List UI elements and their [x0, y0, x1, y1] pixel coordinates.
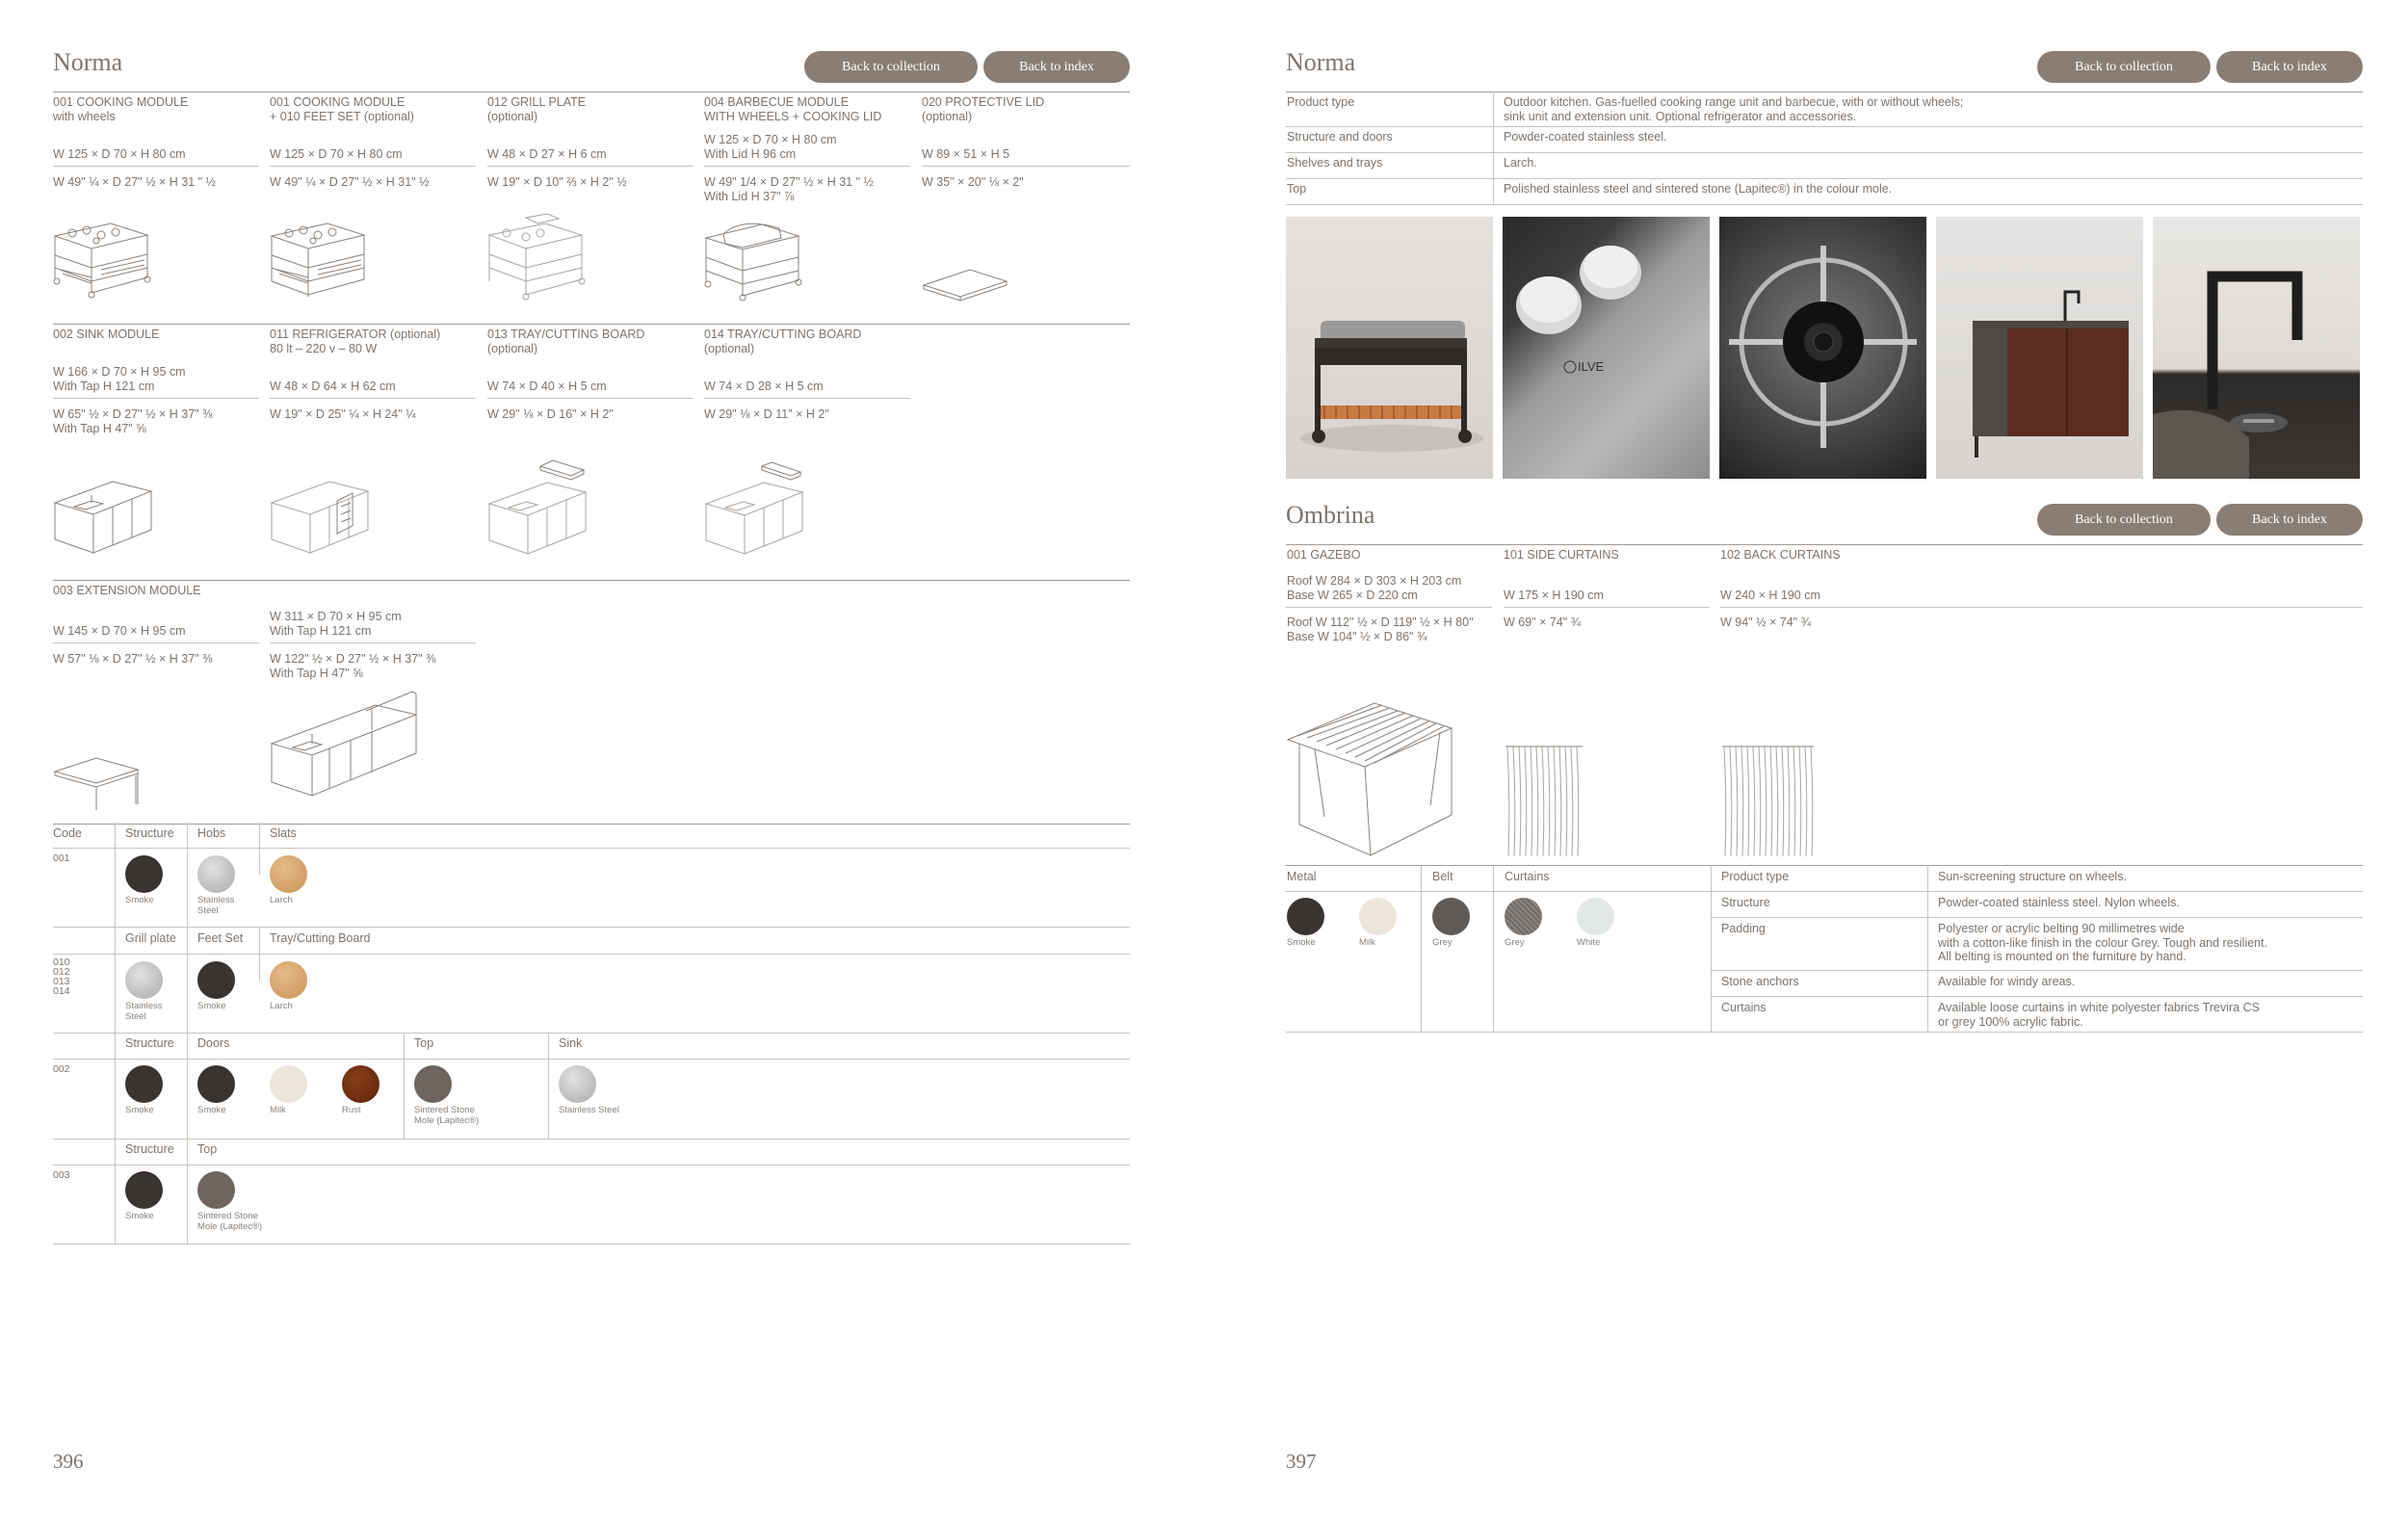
finish-swatch-label: Rust: [342, 1105, 361, 1115]
back-to-collection-button[interactable]: Back to collection: [2037, 51, 2211, 83]
module-dimensions-metric: W 240 × H 190 cm: [1720, 589, 1820, 602]
module-dimensions-metric: W 48 × D 27 × H 6 cm: [487, 147, 607, 161]
finish-swatch: [1505, 898, 1542, 935]
module-name: 001 COOKING MODULE + 010 FEET SET (optional): [270, 95, 414, 123]
page-number: 397: [1286, 1450, 1317, 1473]
module-dimensions-metric: W 48 × D 64 × H 62 cm: [270, 380, 396, 393]
burner-photo: [1719, 217, 1926, 479]
spec-value: Powder-coated stainless steel. Nylon wheels.: [1938, 896, 2180, 909]
refrigerator-drawing: [270, 474, 371, 556]
module-name: 003 EXTENSION MODULE: [53, 584, 201, 597]
page-number: 396: [53, 1450, 84, 1473]
back-curtains-drawing: [1720, 745, 1817, 860]
module-dimensions-imperial: W 19" × D 10" ⅔ × H 2" ½: [487, 175, 627, 189]
section-title: Ombrina: [1286, 501, 1375, 529]
module-dimensions-imperial: W 29" ⅛ × D 11" × H 2": [704, 407, 829, 421]
module-dimensions-imperial: W 122" ½ × D 27" ½ × H 37" ⅜ With Tap H 47" ⅝: [270, 652, 436, 680]
spec-label: Stone anchors: [1721, 975, 1799, 988]
tray-board-drawing: [487, 460, 589, 557]
module-dimensions-metric: W 311 × D 70 × H 95 cm With Tap H 121 cm: [270, 610, 402, 638]
back-to-index-button[interactable]: Back to index: [2216, 504, 2363, 536]
finish-swatch: [414, 1065, 452, 1103]
finish-code: 010 012 013 014: [53, 956, 70, 997]
module-name: 004 BARBECUE MODULE WITH WHEELS + COOKING LID: [704, 95, 882, 123]
spec-value: Powder-coated stainless steel.: [1504, 130, 1667, 144]
finish-code: 001: [53, 852, 70, 864]
module-dimensions-imperial: W 49" 1/4 × D 27" ½ × H 31 " ½ With Lid H 37" ⅞: [704, 175, 874, 203]
finish-swatch-label: Stainless Steel: [125, 1001, 163, 1022]
finish-swatch-label: Stainless Steel: [559, 1105, 619, 1115]
module-name: 101 SIDE CURTAINS: [1504, 548, 1619, 562]
module-dimensions-metric: W 145 × D 70 × H 95 cm: [53, 624, 186, 638]
finish-swatch-label: Smoke: [197, 1105, 226, 1115]
finish-swatch-label: Smoke: [197, 1001, 226, 1011]
finish-header: Tray/Cutting Board: [270, 931, 371, 945]
back-to-collection-button[interactable]: Back to collection: [2037, 504, 2211, 536]
finish-swatch: [1432, 898, 1470, 935]
module-dimensions-metric: W 125 × D 70 × H 80 cm With Lid H 96 cm: [704, 133, 837, 161]
protective-lid-drawing: [922, 268, 1008, 311]
faucet-photo: [2153, 217, 2360, 479]
spec-label: Padding: [1721, 922, 1766, 935]
finish-swatch-label: Grey: [1505, 937, 1525, 948]
module-dimensions-metric: Roof W 284 × D 303 × H 203 cm Base W 265 × D 220 cm: [1287, 574, 1462, 602]
hob-brand: ILVE: [1578, 359, 1605, 374]
finish-header: Structure: [125, 1142, 174, 1156]
spec-value: Sun-screening structure on wheels.: [1938, 870, 2127, 883]
gazebo-drawing: [1286, 701, 1454, 860]
finish-header: Hobs: [197, 826, 226, 840]
spec-value: Available for windy areas.: [1938, 975, 2076, 988]
sink-module-drawing: [53, 474, 154, 556]
module-name: 020 PROTECTIVE LID (optional): [922, 95, 1045, 123]
page-title: Norma: [53, 48, 123, 76]
spec-value: Larch.: [1504, 156, 1537, 170]
finish-swatch: [1577, 898, 1614, 935]
finish-swatch: [270, 1065, 307, 1103]
finish-swatch: [125, 855, 163, 893]
spec-label: Product type: [1721, 870, 1790, 883]
finish-swatch-label: Grey: [1432, 937, 1453, 948]
finish-swatch: [270, 961, 307, 999]
module-dimensions-imperial: W 57" ⅛ × D 27" ½ × H 37" ⅜: [53, 652, 213, 666]
back-to-index-button[interactable]: Back to index: [2216, 51, 2363, 83]
finish-code: 003: [53, 1169, 70, 1181]
module-dimensions-imperial: W 35" × 20" ⅛ × 2": [922, 175, 1024, 189]
finish-swatch-label: Stainless Steel: [197, 895, 235, 916]
finish-swatch: [197, 961, 235, 999]
finish-header: Top: [414, 1036, 434, 1050]
knobs-photo: [1503, 217, 1710, 479]
finish-swatch-label: Smoke: [125, 895, 154, 905]
finish-header: Structure: [125, 1036, 174, 1050]
module-dimensions-imperial: W 65" ½ × D 27" ½ × H 37" ⅜ With Tap H 47" ⅝: [53, 407, 213, 435]
module-dimensions-metric: W 125 × D 70 × H 80 cm: [270, 147, 403, 161]
finish-header: Doors: [197, 1036, 230, 1050]
grill-plate-drawing: [487, 214, 584, 301]
module-name: 002 SINK MODULE: [53, 327, 160, 341]
module-dimensions-metric: W 166 × D 70 × H 95 cm With Tap H 121 cm: [53, 365, 186, 393]
finish-swatch: [197, 1065, 235, 1103]
module-dimensions-imperial: W 19" × D 25" ¼ × H 24" ¼: [270, 407, 416, 421]
spec-label: Product type: [1287, 95, 1355, 109]
module-dimensions-metric: W 74 × D 28 × H 5 cm: [704, 380, 824, 393]
finish-header: Metal: [1287, 870, 1317, 883]
module-dimensions-imperial: W 49" ¼ × D 27" ½ × H 31" ½: [270, 175, 430, 189]
spec-label: Shelves and trays: [1287, 156, 1383, 170]
module-name: 011 REFRIGERATOR (optional) 80 lt – 220 v – 80 W: [270, 327, 441, 355]
spec-label: Curtains: [1721, 1001, 1767, 1014]
finish-header: Slats: [270, 826, 297, 840]
finish-swatch-label: Smoke: [1287, 937, 1316, 948]
finish-swatch: [559, 1065, 596, 1103]
finish-swatch: [197, 1171, 235, 1209]
spec-value: Polished stainless steel and sintered stone (Lapitec®) in the colour mole.: [1504, 182, 1893, 196]
cooking-module-drawing: [53, 222, 149, 299]
finish-swatch-label: Larch: [270, 1001, 293, 1011]
module-name: 102 BACK CURTAINS: [1720, 548, 1841, 562]
spec-value: Polyester or acrylic belting 90 millimetres wide with a cotton-like finish in the colour Grey. Tough and resilient. All belting is mounted on the furniture by hand.: [1938, 922, 2268, 963]
module-dimensions-imperial: Roof W 112" ½ × D 119" ½ × H 80" Base W 104" ½ × D 86" ¾: [1287, 615, 1474, 643]
module-name: 001 COOKING MODULE with wheels: [53, 95, 189, 123]
finish-header: Feet Set: [197, 931, 244, 945]
finish-swatch-label: White: [1577, 937, 1601, 948]
finish-header: Belt: [1432, 870, 1453, 883]
spec-label: Top: [1287, 182, 1307, 196]
module-dimensions-metric: W 89 × 51 × H 5: [922, 147, 1010, 161]
finish-swatch: [197, 855, 235, 893]
module-dimensions-metric: W 125 × D 70 × H 80 cm: [53, 147, 186, 161]
module-dimensions-imperial: W 94" ½ × 74" ¾: [1720, 615, 1811, 629]
barbecue-photo: [1286, 217, 1493, 479]
finish-swatch: [125, 961, 163, 999]
back-to-collection-button[interactable]: Back to collection: [804, 51, 978, 83]
back-to-index-button[interactable]: Back to index: [983, 51, 1130, 83]
finish-swatch-label: Sintered Stone Mole (Lapitec®): [414, 1105, 480, 1126]
finish-swatch: [270, 855, 307, 893]
finish-swatch: [125, 1171, 163, 1209]
spec-value: Outdoor kitchen. Gas-fuelled cooking range unit and barbecue, with or without wheels; sink unit and extension unit. Optional refrigerator and accessories.: [1504, 95, 1964, 123]
barbecue-module-drawing: [704, 217, 800, 301]
module-dimensions-metric: W 74 × D 40 × H 5 cm: [487, 380, 607, 393]
finish-swatch: [342, 1065, 380, 1103]
finish-swatch: [1359, 898, 1397, 935]
finish-swatch: [125, 1065, 163, 1103]
spec-label: Structure and doors: [1287, 130, 1393, 144]
combined-modules-drawing: [270, 686, 419, 816]
finish-header: Curtains: [1505, 870, 1550, 883]
finish-swatch-label: Sintered Stone Mole (Lapitec®): [197, 1211, 263, 1232]
finish-swatch: [1287, 898, 1324, 935]
module-name: 013 TRAY/CUTTING BOARD (optional): [487, 327, 645, 355]
finish-swatch-label: Milk: [1359, 937, 1375, 948]
finish-swatch-label: Smoke: [125, 1105, 154, 1115]
side-curtains-drawing: [1504, 745, 1585, 860]
finish-code: 002: [53, 1063, 70, 1075]
finish-header: Structure: [125, 826, 174, 840]
code-header: Code: [53, 826, 82, 840]
module-dimensions-imperial: W 69" × 74" ¾: [1504, 615, 1582, 629]
module-dimensions-metric: W 175 × H 190 cm: [1504, 589, 1604, 602]
module-dimensions-imperial: W 29" ⅛ × D 16" × H 2": [487, 407, 614, 421]
finish-header: Sink: [559, 1036, 583, 1050]
finish-swatch-label: Larch: [270, 895, 293, 905]
module-dimensions-imperial: W 49" ¼ × D 27" ½ × H 31 " ½: [53, 175, 216, 189]
module-name: 014 TRAY/CUTTING BOARD (optional): [704, 327, 862, 355]
tray-board-small-drawing: [704, 460, 805, 557]
finish-swatch-label: Smoke: [125, 1211, 154, 1221]
finish-swatch-label: Milk: [270, 1105, 286, 1115]
cooking-module-feet-drawing: [270, 222, 366, 299]
finish-header: Grill plate: [125, 931, 176, 945]
sink-cabinet-photo: [1936, 217, 2143, 479]
module-name: 001 GAZEBO: [1287, 548, 1361, 562]
spec-label: Structure: [1721, 896, 1770, 909]
spec-value: Available loose curtains in white polyester fabrics Trevira CS or grey 100% acrylic fabric.: [1938, 1001, 2260, 1029]
page-title: Norma: [1286, 48, 1356, 76]
module-name: 012 GRILL PLATE (optional): [487, 95, 587, 123]
finish-header: Top: [197, 1142, 218, 1156]
extension-module-drawing: [53, 756, 140, 814]
